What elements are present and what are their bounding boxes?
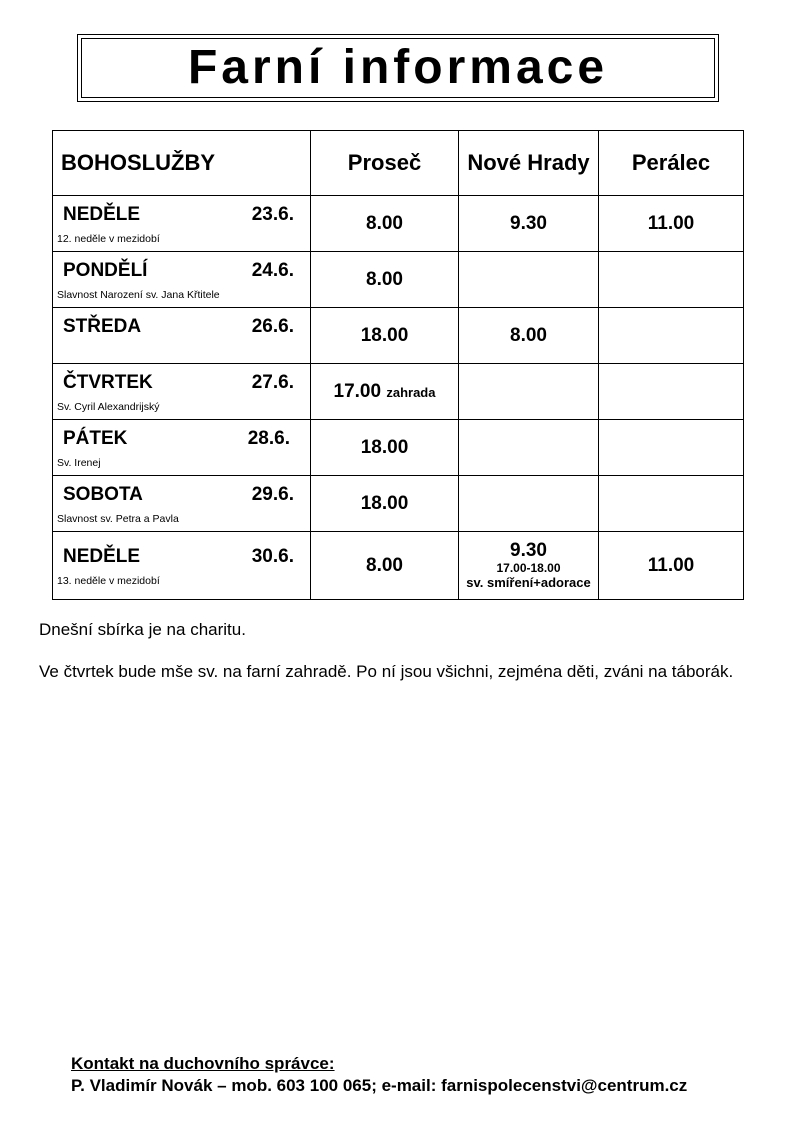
time-nove-hrady <box>459 476 599 532</box>
time-peralec <box>599 420 744 476</box>
day-name: NEDĚLE <box>63 546 141 567</box>
day-note: Slavnost Narození sv. Jana Křtitele <box>57 289 220 301</box>
time-stack <box>459 540 598 591</box>
time-prosec-extra: zahrada <box>386 384 436 400</box>
day-cell <box>53 364 311 420</box>
day-name: PÁTEK <box>63 428 128 449</box>
table-row <box>53 196 744 252</box>
day-name: SOBOTA <box>63 484 143 505</box>
time-prosec: 18.00 <box>311 476 459 532</box>
time-peralec <box>599 252 744 308</box>
header-peralec: Perálec <box>599 131 744 196</box>
day-note: Slavnost sv. Petra a Pavla <box>57 513 179 525</box>
day-cell <box>53 196 311 252</box>
table-row <box>53 420 744 476</box>
time-prosec: 8.00 <box>311 532 459 600</box>
day-note: Sv. Irenej <box>57 457 101 469</box>
header-nove-hrady: Nové Hrady <box>459 131 599 196</box>
day-name: ČTVRTEK <box>63 372 153 393</box>
time-prosec: 18.00 <box>311 308 459 364</box>
time-peralec: 11.00 <box>599 196 744 252</box>
table-row <box>53 476 744 532</box>
time-peralec: 11.00 <box>599 532 744 600</box>
time-nove-hrady: 8.00 <box>459 308 599 364</box>
time-prosec <box>311 364 459 420</box>
announcements <box>39 620 759 705</box>
day-note: 12. neděle v mezidobí <box>57 233 160 245</box>
day-date: 27.6. <box>251 372 294 393</box>
announcement-1: Dnešní sbírka je na charitu. <box>39 620 246 639</box>
time-prosec: 8.00 <box>311 196 459 252</box>
time-nove-hrady <box>459 364 599 420</box>
time-peralec <box>599 308 744 364</box>
day-date: 30.6. <box>251 546 294 567</box>
header-services: BOHOSLUŽBY <box>53 131 311 196</box>
day-note: Sv. Cyril Alexandrijský <box>57 401 160 413</box>
time-nove-hrady: 9.30 <box>459 196 599 252</box>
table-row <box>53 308 744 364</box>
day-cell <box>53 308 311 364</box>
day-name: PONDĚLÍ <box>63 260 148 281</box>
contact-line: P. Vladimír Novák – mob. 603 100 065; e-mail: farnispolecenstvi@centrum.cz <box>71 1076 688 1096</box>
day-date: 23.6. <box>251 204 294 225</box>
day-cell <box>53 532 311 600</box>
day-cell <box>53 476 311 532</box>
day-cell <box>53 420 311 476</box>
schedule-table <box>52 130 744 600</box>
time-nove-hrady <box>459 252 599 308</box>
time-prosec: 8.00 <box>311 252 459 308</box>
time-prosec-value: 17.00 <box>333 380 382 402</box>
day-date: 24.6. <box>251 260 294 281</box>
time-peralec <box>599 364 744 420</box>
time-prosec: 18.00 <box>311 420 459 476</box>
day-date: 28.6. <box>247 428 290 449</box>
announcement-2: Ve čtvrtek bude mše sv. na farní zahradě. Po ní jsou všichni, zejména děti, zváni na táborák. <box>39 662 734 682</box>
time-sub: 17.00-18.00 <box>496 561 561 576</box>
contact-heading: Kontakt na duchovního správce: <box>71 1054 335 1073</box>
title-box <box>77 34 719 102</box>
time-peralec <box>599 476 744 532</box>
time-nove-hrady <box>459 532 599 600</box>
day-name: NEDĚLE <box>63 204 141 225</box>
page-title: Farní informace <box>187 41 609 94</box>
day-note: 13. neděle v mezidobí <box>57 575 160 587</box>
title-frame <box>81 38 715 98</box>
day-date: 29.6. <box>251 484 294 505</box>
contact-block <box>71 1053 687 1097</box>
time-nove-hrady <box>459 420 599 476</box>
time-sub-note: sv. smíření+adorace <box>466 574 591 590</box>
table-row <box>53 252 744 308</box>
day-name: STŘEDA <box>63 316 142 337</box>
day-cell <box>53 252 311 308</box>
time-main: 9.30 <box>510 540 547 562</box>
table-row <box>53 364 744 420</box>
table-row <box>53 532 744 600</box>
day-date: 26.6. <box>251 316 294 337</box>
header-prosec: Proseč <box>311 131 459 196</box>
table-header-row <box>53 131 744 196</box>
